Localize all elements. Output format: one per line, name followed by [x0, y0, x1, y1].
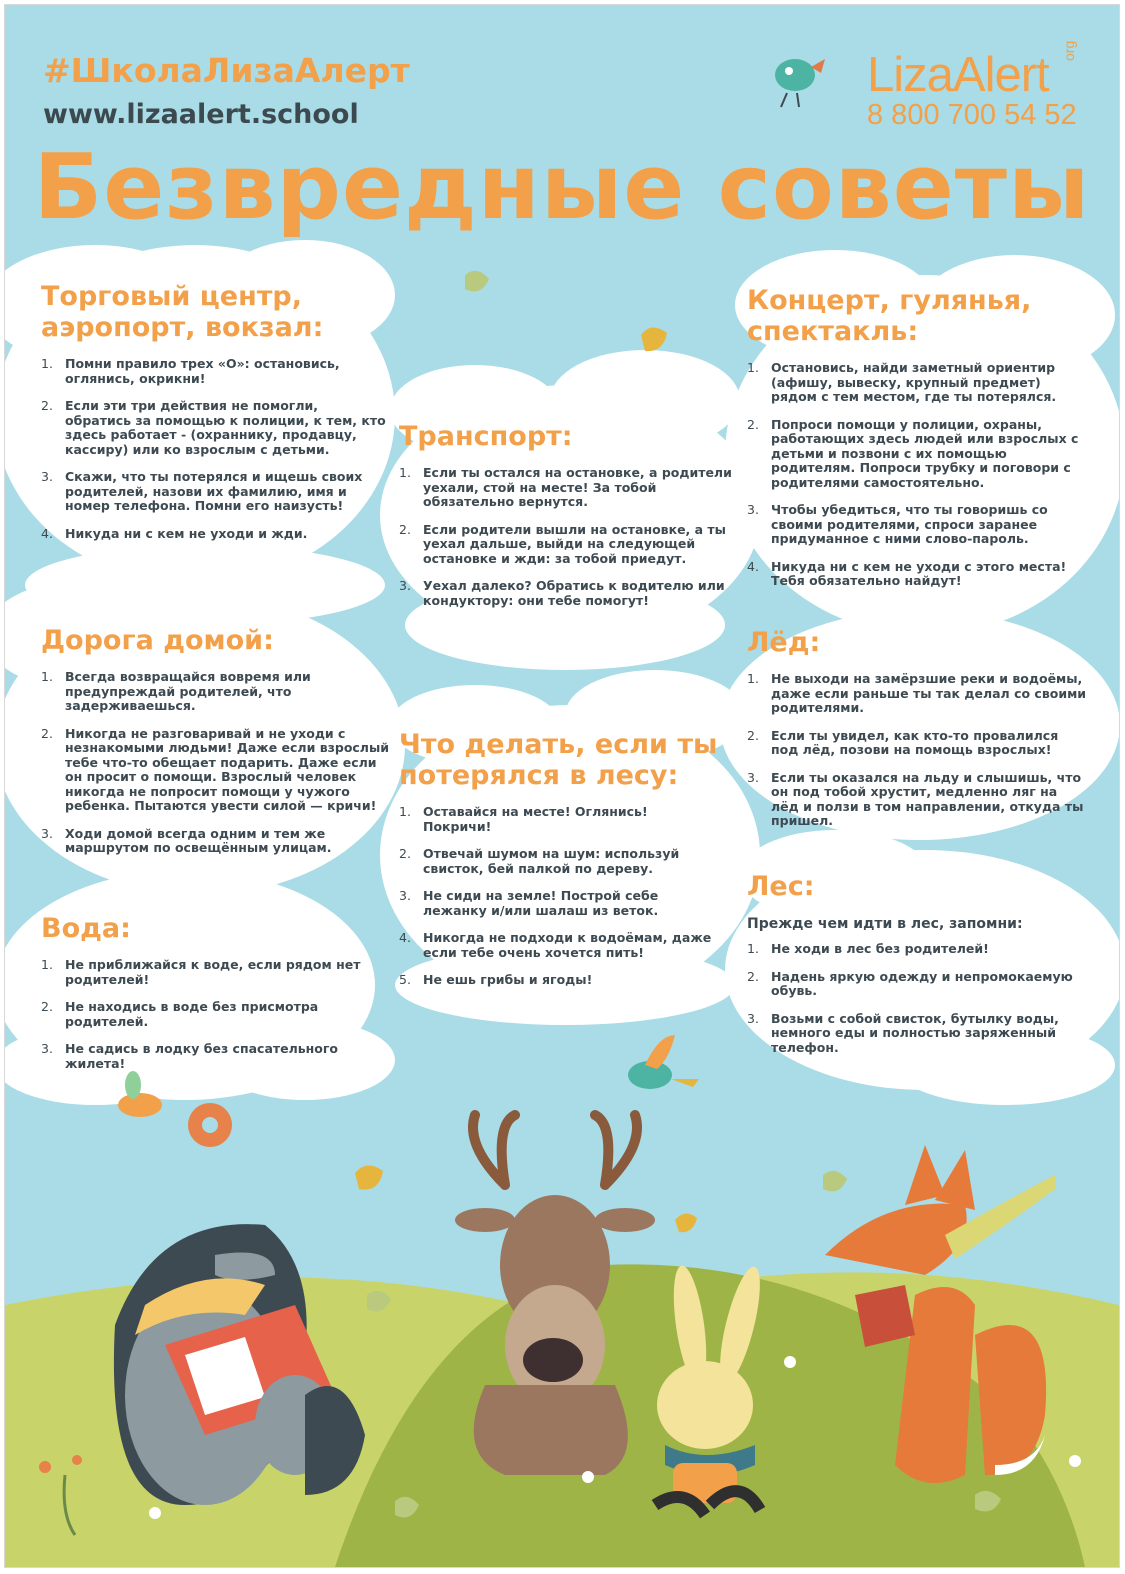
list-item-number: 1. [747, 671, 759, 686]
section-lost-in-forest [399, 729, 719, 1001]
section-heading: Лёд: [747, 627, 821, 658]
bird-logo-icon [775, 59, 825, 107]
tips-list [399, 466, 743, 608]
list-item-number: 1. [41, 356, 53, 371]
tips-list [747, 942, 1087, 1055]
list-item-text: Не выходи на замёрзшие реки и водоёмы, даже если раньше ты так делал со своими родителями. [771, 671, 1087, 715]
hashtag: #ШколаЛизаАлерт [43, 51, 410, 90]
list-item-number: 2. [41, 725, 53, 741]
list-item-number: 1. [747, 360, 759, 375]
tips-list [747, 672, 1087, 829]
tips-list [747, 361, 1085, 589]
list-item-number: 1. [41, 669, 53, 684]
list-item [399, 889, 719, 918]
section-road-home [41, 625, 391, 869]
section-heading: Транспорт: [399, 421, 573, 452]
list-item-text: Не ходи в лес без родителей! [771, 941, 989, 956]
brand-logo: LizaAlert [867, 48, 1049, 102]
list-item-text: Не находись в воде без присмотра родителей. [65, 999, 319, 1029]
list-item-number: 2. [747, 416, 759, 432]
list-item [41, 727, 391, 814]
list-item-number: 2. [399, 521, 411, 537]
list-item-text: Возьми с собой свисток, бутылку воды, немного еды и полностью заряженный телефон. [771, 1010, 1059, 1055]
list-item-number: 1. [399, 804, 411, 819]
list-item-text: Остановись, найди заметный ориентир (афишу, вывеску, крупный предмет) рядом с тем местом, где ты потерялся. [771, 360, 1057, 404]
list-item-text: Уехал далеко? Обратись к водителю или кондуктору: они тебе помогут! [423, 578, 725, 608]
list-item-text: Ходи домой всегда одним и тем же маршрутом по освещённым улицам. [65, 825, 332, 855]
list-item [41, 357, 387, 386]
list-item [747, 503, 1085, 547]
list-item-number: 5. [399, 972, 411, 987]
section-transport [399, 421, 743, 621]
list-item [747, 672, 1087, 716]
list-item [41, 527, 387, 542]
list-item-text: Никогда не подходи к водоёмам, даже если тебе очень хочется пить! [423, 930, 712, 960]
list-item-number: 3. [399, 888, 411, 903]
list-item-number: 2. [41, 398, 53, 413]
list-item-text: Помни правило трех «О»: остановись, оглянись, окрикни! [65, 356, 340, 386]
list-item-text: Если ты увидел, как кто-то провалился под лёд, позови на помощь взрослых! [771, 727, 1059, 757]
section-lead: Прежде чем идти в лес, запомни: [747, 916, 1023, 932]
list-item [399, 523, 743, 567]
poster [4, 4, 1120, 1568]
list-item-number: 1. [399, 465, 411, 480]
list-item-text: Не садись в лодку без спасательного жилета! [65, 1041, 339, 1071]
list-item-text: Если ты оказался на льду и слышишь, что он под тобой хрустит, медленно ляг на лёд и ползи в том направлении, откуда ты пришел. [771, 769, 1084, 828]
section-heading: Дорога домой: [41, 625, 274, 656]
list-item-text: Надень яркую одежду и непромокаемую обувь. [771, 968, 1073, 998]
list-item [747, 418, 1085, 491]
website-link[interactable]: www.lizaalert.school [43, 99, 359, 130]
brand-suffix: org [1061, 40, 1077, 61]
section-concert [747, 285, 1085, 602]
phone-number: 8 800 700 54 52 [867, 99, 1077, 131]
tips-list [41, 670, 391, 856]
section-heading: Лес: [747, 871, 815, 902]
list-item-text: Чтобы убедиться, что ты говоришь со своими родителями, спроси заранее придуманное с ними слово-пароль. [771, 502, 1048, 546]
tips-list [41, 958, 381, 1071]
section-heading: Торговый центр, аэропорт, вокзал: [41, 281, 324, 343]
list-item-text: Отвечай шумом на шум: используй свисток, бей палкой по дереву. [423, 846, 680, 876]
list-item-text: Не приближайся к воде, если рядом нет родителей! [65, 957, 361, 987]
list-item [41, 470, 387, 514]
list-item-number: 3. [747, 769, 759, 785]
list-item-number: 2. [41, 999, 53, 1014]
bird-icon [628, 1035, 699, 1089]
list-item-number: 4. [747, 558, 759, 574]
list-item-number: 2. [747, 968, 759, 984]
list-item [41, 1042, 381, 1071]
list-item-text: Если ты остался на остановке, а родители уехали, стой на месте! За тобой обязательно вернутся. [423, 465, 732, 509]
list-item-number: 1. [41, 957, 53, 972]
list-item-text: Оставайся на месте! Оглянись! Покричи! [423, 804, 648, 834]
list-item [747, 970, 1087, 999]
section-ice [747, 627, 1087, 842]
list-item [41, 670, 391, 714]
list-item-text: Не сиди на земле! Построй себе лежанку и/или шалаш из веток. [423, 888, 659, 918]
list-item-text: Всегда возвращайся вовремя или предупреждай родителей, что задерживаешься. [65, 669, 311, 713]
list-item-number: 4. [41, 525, 53, 541]
list-item [747, 560, 1085, 589]
section-water [41, 913, 381, 1084]
list-item-number: 4. [399, 930, 411, 945]
list-item [747, 729, 1087, 758]
list-item [747, 771, 1087, 829]
page-title: Безвредные советы [33, 135, 1091, 240]
list-item-number: 3. [41, 1041, 53, 1056]
list-item [747, 1012, 1087, 1056]
section-heading: Что делать, если ты потерялся в лесу: [399, 729, 718, 791]
section-heading: Вода: [41, 913, 131, 944]
list-item [41, 1000, 381, 1029]
list-item-text: Если эти три действия не помогли, обратись за помощью к полиции, к тем, кто здесь работает - (охраннику, продавцу, кассиру) или ко взрослым с детьми. [65, 398, 386, 457]
section-heading: Концерт, гулянья, спектакль: [747, 285, 1032, 347]
section-forest [747, 871, 1087, 1068]
list-item-text: Попроси помощи у полиции, охраны, работающих здесь людей или взрослых с детьми и позвони с их помощью родителям. Попроси трубку и поговори с родителями самостоятельно. [771, 416, 1079, 490]
list-item-text: Скажи, что ты потерялся и ищешь своих родителей, назови их фамилию, имя и номер телефона. Помни его наизусть! [65, 469, 363, 513]
list-item [399, 805, 719, 834]
list-item-number: 3. [747, 1010, 759, 1026]
list-item-number: 3. [399, 578, 411, 593]
list-item [41, 958, 381, 987]
list-item-number: 2. [747, 727, 759, 743]
list-item-number: 3. [41, 825, 53, 841]
list-item-text: Никуда ни с кем не уходи с этого места! Тебя обязательно найдут! [771, 558, 1067, 588]
list-item [399, 973, 719, 988]
list-item-number: 2. [399, 846, 411, 861]
list-item [41, 827, 391, 856]
list-item-number: 3. [41, 469, 53, 484]
list-item-text: Не ешь грибы и ягоды! [423, 972, 593, 987]
list-item [399, 931, 719, 960]
tips-list [41, 357, 387, 541]
list-item [399, 466, 743, 510]
list-item [747, 942, 1087, 957]
list-item [747, 361, 1085, 405]
list-item-text: Никуда ни с кем не уходи и жди. [65, 525, 308, 541]
list-item [399, 579, 743, 608]
list-item-text: Если родители вышли на остановке, а ты уехал дальше, выйди на следующей остановке и жди: за тобой приедут. [423, 521, 726, 566]
section-mall [41, 281, 387, 554]
tips-list [399, 805, 719, 988]
list-item-number: 1. [747, 941, 759, 956]
list-item [41, 399, 387, 457]
list-item-number: 3. [747, 502, 759, 517]
list-item-text: Никогда не разговаривай и не уходи с незнакомыми людьми! Даже если взрослый тебе что-то обещает подарить. Даже если он просит о помощи. Взрослый человек никогда не попросит помощи у чужого ребенка. Пытаются увести силой — кричи! [65, 725, 390, 813]
list-item [399, 847, 719, 876]
